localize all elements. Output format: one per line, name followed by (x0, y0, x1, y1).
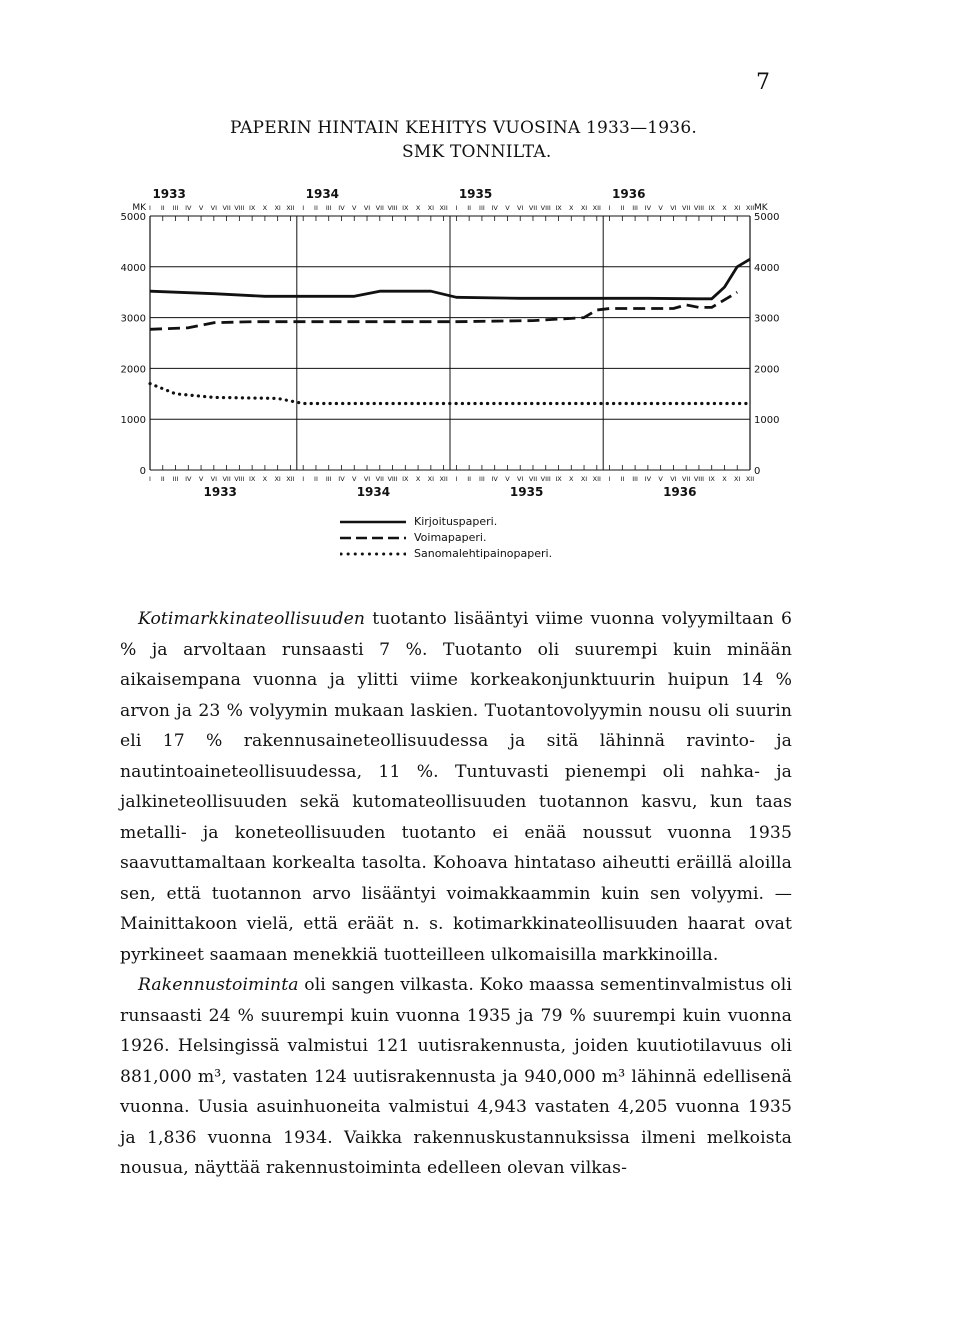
month-label-top: XI (734, 204, 741, 212)
month-label-bottom: IV (644, 475, 652, 483)
y-tick-label-right: 4000 (754, 262, 780, 274)
paragraph-construction (120, 970, 792, 1184)
month-label-top: X (569, 204, 574, 212)
unit-label-left: MK (132, 203, 146, 213)
y-tick-label-right: 1000 (754, 415, 780, 427)
month-label-bottom: X (569, 475, 574, 483)
month-label-bottom: VI (670, 475, 677, 483)
month-label-top: VI (670, 204, 677, 212)
month-label-bottom: XI (274, 475, 281, 483)
month-label-top: II (620, 204, 625, 212)
chart-title-line-2: SMK TONNILTA. (402, 142, 552, 162)
month-label-bottom: XI (427, 475, 435, 483)
month-label-top: XI (427, 204, 435, 212)
month-label-bottom: VII (375, 475, 384, 483)
month-label-bottom: XI (734, 475, 741, 483)
month-label-top: XI (274, 204, 281, 212)
month-label-top: I (455, 204, 458, 212)
legend-dotted-line-swatch (340, 549, 406, 559)
body-text (120, 604, 792, 1184)
month-label-bottom: V (505, 475, 510, 483)
paragraph-body: oli sangen vilkasta. Koko maassa sementinvalmistus oli runsaasti 24 % suurempi kuin vuonna 1935 ja 79 % suurempi kuin vuonna 1926. Helsingissä valmistui 121 uutisrakennusta, joiden kuutiotilavuus oli 881,000 m³, vastaten 124 uutisrakennusta ja 940,000 m³ lähinnä edellisenä vuonna. Uusia asuinhuoneita valmistui 4,943 vastaten 4,205 vuonna 1935 ja 1,836 vuonna 1934. Vaikka rakennuskustannuksissa ilmeni melkoista nousua, näyttää rakennustoiminta edelleen olevan vilkas- (120, 975, 792, 1178)
year-label-top: 1935 (458, 187, 493, 201)
month-label-bottom: VI (363, 475, 371, 483)
month-label-bottom: III (479, 475, 485, 483)
month-label-bottom: IX (555, 475, 562, 483)
month-label-top: V (505, 204, 510, 212)
month-label-top: II (467, 204, 472, 212)
month-label-bottom: XII (286, 475, 295, 483)
month-label-top: VIII (234, 204, 245, 212)
month-label-bottom: X (722, 475, 727, 483)
paragraph-heading-italic: Rakennustoiminta (138, 975, 299, 995)
month-label-bottom: VIII (540, 475, 551, 483)
year-label-top: 1933 (152, 187, 186, 201)
paragraph-heading-italic: Kotimarkkinateollisuuden (138, 609, 366, 629)
month-label-bottom: IX (248, 475, 256, 483)
month-label-bottom: I (608, 475, 611, 483)
month-label-bottom: II (314, 475, 318, 483)
month-label-bottom: IV (491, 475, 498, 483)
y-tick-label-right: 3000 (754, 313, 780, 325)
month-label-top: V (658, 204, 663, 212)
month-label-bottom: VIII (387, 475, 398, 483)
month-label-bottom: IV (338, 475, 345, 483)
price-chart (110, 150, 800, 510)
month-label-top: I (149, 204, 151, 212)
paragraph-industry (120, 604, 792, 970)
year-label-top: 1934 (305, 187, 340, 201)
month-label-bottom: VIII (693, 475, 705, 483)
month-label-bottom: IX (708, 475, 715, 483)
month-label-top: VI (517, 204, 524, 212)
month-label-bottom: III (325, 475, 332, 483)
month-label-bottom: I (455, 475, 458, 483)
month-label-top: IX (248, 204, 256, 212)
month-label-bottom: VII (682, 475, 691, 483)
month-label-top: XII (592, 204, 601, 212)
month-label-bottom: VIII (234, 475, 245, 483)
month-label-bottom: XII (439, 475, 448, 483)
chart-legend (340, 514, 552, 562)
unit-label-right: MK (754, 203, 768, 213)
y-tick-label-right: 5000 (754, 212, 780, 223)
month-label-bottom: VII (528, 475, 538, 483)
month-label-top: XII (745, 204, 755, 212)
month-label-top: VII (528, 204, 538, 212)
y-tick-label-left: 2000 (120, 364, 146, 376)
month-label-top: II (314, 204, 318, 212)
month-label-top: VIII (693, 204, 705, 212)
year-label-bottom: 1933 (203, 485, 237, 499)
month-label-top: IV (185, 204, 192, 212)
month-label-top: VII (222, 204, 231, 212)
month-label-top: VI (210, 204, 218, 212)
month-label-top: X (415, 204, 421, 212)
month-label-bottom: II (160, 475, 165, 483)
month-label-bottom: III (172, 475, 179, 483)
legend-label: Sanomalehtipainopaperi. (414, 547, 553, 560)
legend-item-kirjoituspaperi (340, 514, 552, 530)
month-label-bottom: III (632, 475, 638, 483)
legend-item-sanomalehtipainopaperi (340, 546, 552, 562)
month-label-top: I (608, 204, 611, 212)
y-tick-label-left: 4000 (120, 262, 146, 274)
month-label-bottom: XII (745, 475, 755, 483)
month-label-bottom: II (467, 475, 472, 483)
month-label-top: X (262, 204, 268, 212)
month-label-bottom: V (352, 475, 357, 483)
month-label-top: VII (682, 204, 691, 212)
month-label-top: III (632, 204, 638, 212)
month-label-bottom: X (262, 475, 268, 483)
month-label-top: IX (402, 204, 409, 212)
month-label-bottom: IV (185, 475, 192, 483)
month-label-top: X (722, 204, 727, 212)
month-label-bottom: VII (222, 475, 231, 483)
page-number: 7 (756, 70, 770, 95)
month-label-top: I (302, 204, 305, 212)
month-label-bottom: I (302, 475, 305, 483)
y-tick-label-left: 0 (139, 466, 146, 477)
chart-title-line-1: PAPERIN HINTAIN KEHITYS VUOSINA 1933—1936. (230, 118, 697, 138)
legend-dashed-line-swatch (340, 533, 406, 543)
month-label-bottom: VI (210, 475, 218, 483)
month-label-bottom: XI (580, 475, 588, 483)
month-label-top: XI (580, 204, 588, 212)
month-label-bottom: VI (517, 475, 524, 483)
month-label-bottom: IX (402, 475, 409, 483)
y-tick-label-right: 0 (754, 466, 761, 477)
year-label-bottom: 1934 (356, 485, 391, 499)
month-label-top: IV (338, 204, 345, 212)
y-tick-label-right: 2000 (754, 364, 780, 376)
month-label-top: IV (491, 204, 498, 212)
month-label-top: VI (363, 204, 371, 212)
month-label-bottom: X (415, 475, 421, 483)
month-label-top: VIII (387, 204, 398, 212)
month-label-top: V (352, 204, 357, 212)
month-label-top: VII (375, 204, 384, 212)
month-label-bottom: XII (592, 475, 601, 483)
month-label-bottom: II (620, 475, 625, 483)
month-label-bottom: I (149, 475, 151, 483)
month-label-bottom: V (198, 475, 204, 483)
y-tick-label-left: 3000 (120, 313, 146, 325)
legend-item-voimapaperi (340, 530, 552, 546)
month-label-top: II (160, 204, 165, 212)
month-label-top: IX (555, 204, 562, 212)
legend-solid-line-swatch (340, 517, 406, 527)
legend-label: Voimapaperi. (414, 531, 487, 544)
month-label-top: VIII (540, 204, 551, 212)
month-label-top: XII (439, 204, 448, 212)
month-label-top: IV (644, 204, 652, 212)
y-tick-label-left: 1000 (120, 415, 146, 427)
legend-label: Kirjoituspaperi. (414, 515, 498, 528)
year-label-bottom: 1936 (663, 485, 697, 499)
month-label-top: III (479, 204, 485, 212)
month-label-bottom: V (658, 475, 663, 483)
month-label-top: IX (708, 204, 715, 212)
month-label-top: XII (286, 204, 295, 212)
month-label-top: V (198, 204, 204, 212)
year-label-top: 1936 (612, 187, 646, 201)
y-tick-label-left: 5000 (120, 212, 146, 223)
paragraph-body: tuotanto lisääntyi viime vuonna volyymiltaan 6 % ja arvoltaan runsaasti 7 %. Tuotanto oli suurempi kuin minään aikaisempana vuonna ja ylitti viime korkeakonjunktuurin huipun 14 % arvon ja 23 % volyymin mukaan laskien. Tuotantovolyymin nousu oli suurin eli 17 % rakennusaineteollisuudessa ja sitä lähinnä ravinto- ja nautintoaineteollisuudessa, 11 %. Tuntuvasti pienempi oli nahka- ja jalkineteollisuuden sekä kutomateollisuuden tuotannon kasvu, kun taas metalli- ja koneteollisuuden tuotanto ei enää noussut vuonna 1935 saavuttamaltaan korkealta tasolta. Kohoava hintataso aiheutti eräillä aloilla sen, että tuotannon arvo lisääntyi voimakkaammin kuin sen volyymi. — Mainittakoon vielä, että eräät n. s. kotimarkkinateollisuuden haarat ovat pyrkineet saamaan menekkiä tuotteilleen ulkomaisilla markkinoilla. (120, 609, 792, 965)
month-label-top: III (172, 204, 179, 212)
month-label-top: III (325, 204, 332, 212)
year-label-bottom: 1935 (509, 485, 544, 499)
